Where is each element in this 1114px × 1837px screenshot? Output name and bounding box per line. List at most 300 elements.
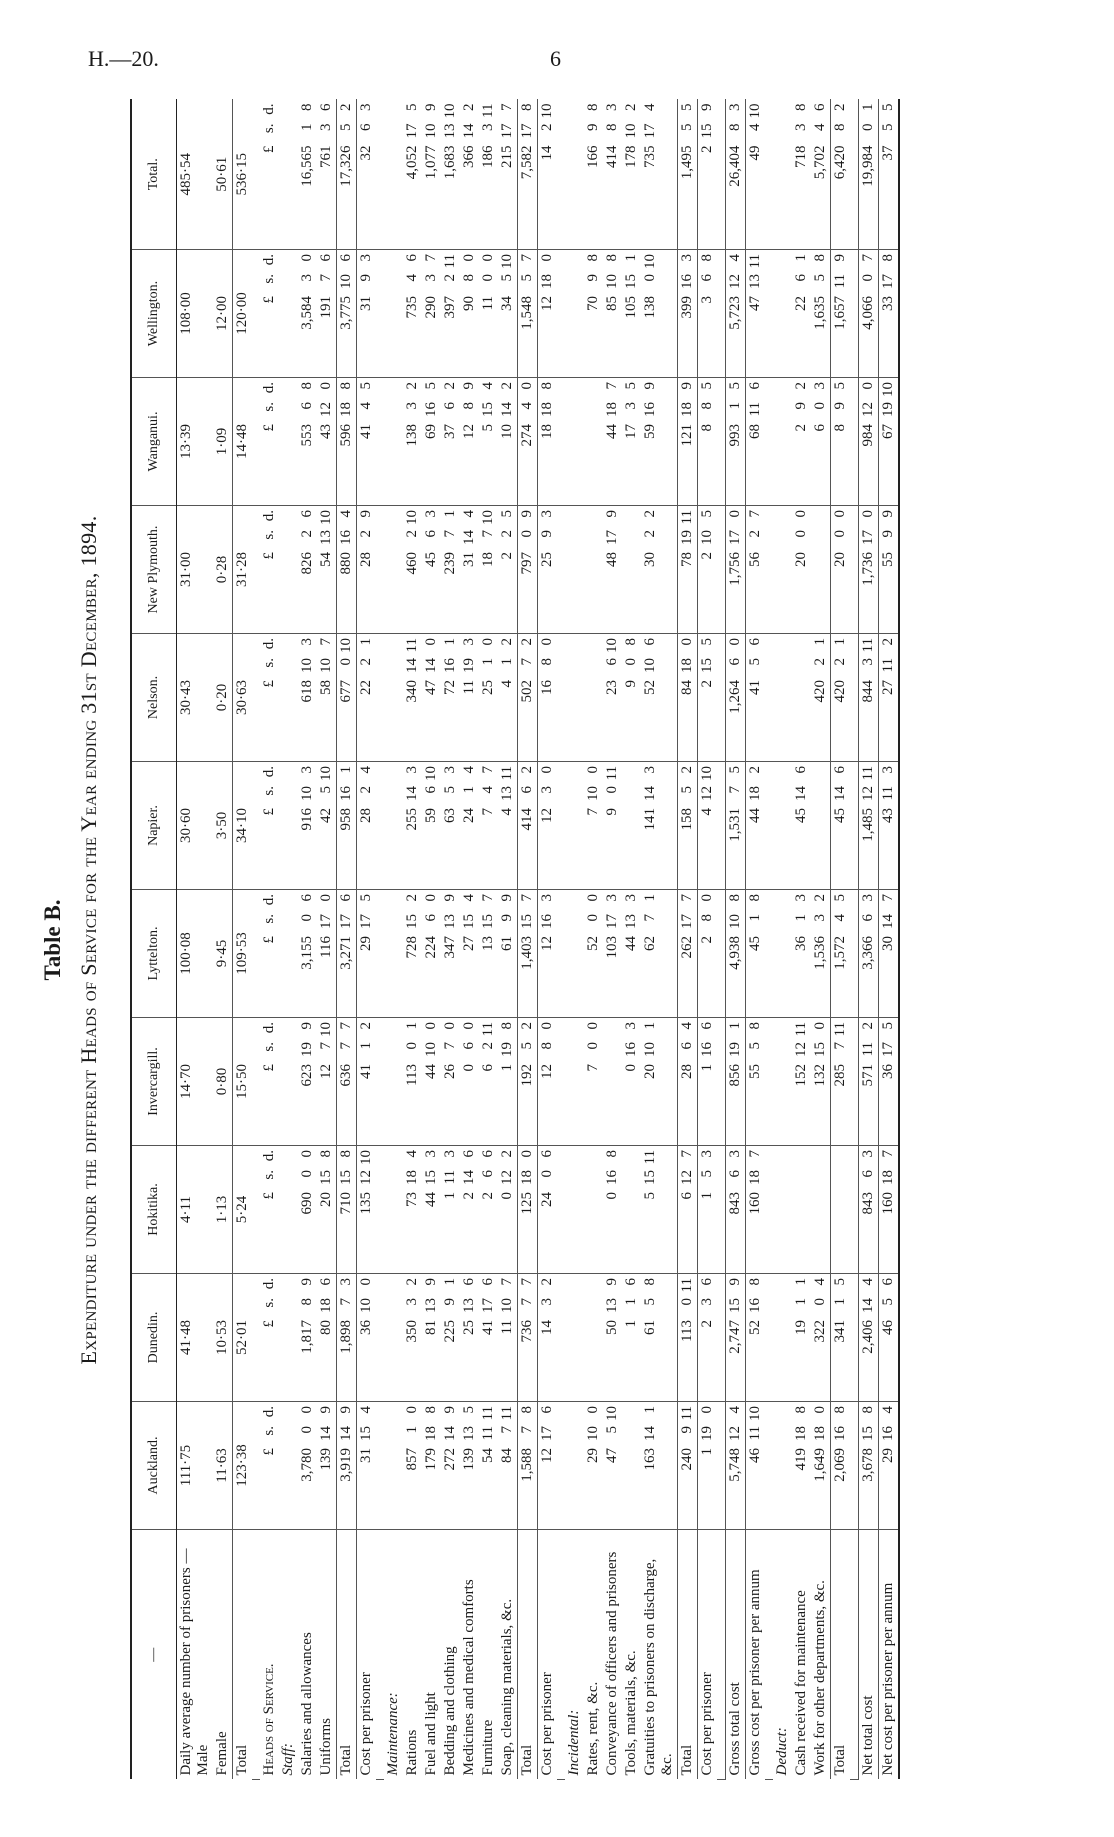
- row-label: Salaries and allowances: [299, 1632, 315, 1776]
- column-header-blank: —: [131, 1530, 177, 1780]
- cell-value: 4,06607: [859, 250, 879, 378]
- cell-value: 12176: [538, 1402, 558, 1530]
- cell-value: 3,58430: [298, 250, 317, 378]
- maintenance-item-row: [441, 100, 460, 1780]
- cell-value: 160187: [746, 1146, 766, 1274]
- cell-value: 29164: [879, 1402, 900, 1530]
- cell-value: 728152: [403, 890, 422, 1018]
- cell-value: 116170: [317, 890, 337, 1018]
- cell-value: 84711: [498, 1402, 518, 1530]
- cell-value: 747: [479, 762, 498, 890]
- cell-value: 4563: [422, 506, 441, 634]
- cell-value: [384, 1402, 403, 1530]
- prisoners-male-row: [177, 100, 214, 1780]
- cell-value: 139135: [460, 1402, 479, 1530]
- cell-value: 6211: [479, 1018, 498, 1146]
- cell-value: 2864: [678, 1018, 698, 1146]
- cell-value: 41462: [518, 762, 538, 890]
- cell-value: 1166: [698, 1018, 718, 1146]
- cell-value: 59169: [641, 378, 678, 506]
- deduct-total-row: [831, 100, 851, 1780]
- maintenance-item-row: [479, 100, 498, 1780]
- prisoners-total-row: [233, 100, 253, 1780]
- row-label: Work for other departments, &c.: [812, 1580, 828, 1776]
- row-label: Rations: [404, 1729, 420, 1776]
- cell-value: 368: [698, 250, 718, 378]
- maintenance-heading-row: [384, 100, 403, 1780]
- gross-total-row: [726, 100, 746, 1780]
- cell-value: 2261: [792, 250, 811, 378]
- cell-value: 2105: [698, 506, 718, 634]
- cell-value: 4656: [879, 1274, 900, 1402]
- cell-value: 1,58878: [518, 1402, 538, 1530]
- cell-value: 3,15506: [298, 890, 317, 1018]
- cell-value: 781911: [678, 506, 698, 634]
- cell-value: 19176: [317, 250, 337, 378]
- page-number: 6: [550, 46, 561, 71]
- cell-value: 6,42082: [831, 100, 851, 250]
- row-label: Total: [233, 1530, 253, 1780]
- cell-value: 19,98401: [859, 100, 879, 250]
- cell-value: 31·28: [233, 506, 253, 634]
- cell-value: 11301: [403, 1018, 422, 1146]
- cell-value: 160187: [879, 1146, 900, 1274]
- deduct-heading-row: [773, 100, 792, 1780]
- cell-value: 29100: [584, 1402, 603, 1530]
- column-header: Napier.: [131, 762, 177, 890]
- cell-value: 179188: [422, 1402, 441, 1530]
- cell-value: 26,40483: [726, 100, 746, 250]
- row-label: Medicines and medical comforts: [461, 1579, 477, 1776]
- net-per-prisoner-row: [879, 100, 900, 1780]
- staff-item-row: [298, 100, 317, 1780]
- cell-value: 885: [698, 378, 718, 506]
- cell-value: £s.d.: [260, 378, 279, 506]
- cell-value: [565, 250, 584, 378]
- cell-value: 13·39: [177, 378, 214, 506]
- cell-value: 412: [498, 634, 518, 762]
- cell-value: 18188: [538, 378, 558, 506]
- cell-value: 121189: [678, 378, 698, 506]
- cell-value: 1,81789: [298, 1274, 317, 1402]
- cell-value: 109·53: [233, 890, 253, 1018]
- staff-heading-row: [279, 100, 298, 1780]
- cell-value: 1,403157: [518, 890, 538, 1018]
- cell-value: 2155: [698, 634, 718, 762]
- column-header: Wanganui.: [131, 378, 177, 506]
- cell-value: [773, 634, 792, 762]
- cell-value: [384, 250, 403, 378]
- cell-value: 84363: [859, 1146, 879, 1274]
- cell-value: 52·01: [233, 1274, 253, 1402]
- row-label: Heads of Service.: [261, 1663, 277, 1776]
- rotated-table-page: [30, 100, 1030, 1780]
- column-header: Auckland.: [131, 1402, 177, 1530]
- cell-value: 536·15: [233, 100, 253, 250]
- cell-value: [773, 1018, 792, 1146]
- cell-value: £s.d.: [260, 634, 279, 762]
- cell-value: 84363: [726, 1146, 746, 1274]
- cell-value: 116: [622, 1274, 641, 1402]
- cell-value: 2,406144: [859, 1274, 879, 1402]
- cell-value: 4518: [746, 890, 766, 1018]
- cell-value: 916103: [298, 762, 317, 890]
- cell-value: [584, 506, 603, 634]
- cell-value: 52106: [641, 634, 678, 762]
- cell-value: 47510: [603, 1402, 622, 1530]
- cell-value: [279, 100, 298, 250]
- cell-value: 880164: [337, 506, 357, 634]
- cell-value: £s.d.: [260, 1274, 279, 1402]
- cell-value: 36175: [879, 1018, 900, 1146]
- cell-value: 5627: [746, 506, 766, 634]
- cell-value: 710158: [337, 1146, 357, 1274]
- cell-value: [622, 506, 641, 634]
- cell-value: 1911: [792, 1274, 811, 1402]
- cell-value: 2159: [698, 100, 718, 250]
- cell-value: 7100: [584, 762, 603, 890]
- cell-value: 72161: [441, 634, 460, 762]
- staff-item-row: [317, 100, 337, 1780]
- cell-value: 44100: [422, 1018, 441, 1146]
- cell-value: 5,723124: [726, 250, 746, 378]
- row-label: Maintenance:: [385, 1692, 401, 1776]
- gross-per-prisoner-row: [746, 100, 766, 1780]
- incidental-heading-row: [565, 100, 584, 1780]
- cell-value: [565, 634, 584, 762]
- cell-value: 1521211: [792, 1018, 811, 1146]
- cell-value: 27112: [879, 634, 900, 762]
- cell-value: [792, 634, 811, 762]
- cell-value: [384, 762, 403, 890]
- cell-value: [831, 1146, 851, 1274]
- cell-value: 16698: [584, 100, 603, 250]
- cell-value: 45146: [831, 762, 851, 890]
- cell-value: 42510: [317, 762, 337, 890]
- row-label: Cash received for maintenance: [793, 1590, 809, 1776]
- cell-value: 82626: [298, 506, 317, 634]
- cell-value: 700: [584, 1018, 603, 1146]
- cell-value: 10·53: [213, 1274, 233, 1402]
- cell-value: [279, 1402, 298, 1530]
- cell-value: 11193: [460, 634, 479, 762]
- cell-value: 43120: [317, 378, 337, 506]
- spacer-row: [557, 100, 565, 1780]
- row-label: Total: [337, 1530, 357, 1780]
- maintenance-total-row: [518, 100, 538, 1780]
- cell-value: 73677: [518, 1274, 538, 1402]
- spacer-row: [252, 100, 260, 1780]
- cell-value: 0·28: [213, 506, 233, 634]
- spacer-row: [765, 100, 773, 1780]
- cell-value: 0163: [622, 1018, 641, 1146]
- cell-value: 1680: [538, 634, 558, 762]
- cell-value: 141143: [641, 762, 678, 890]
- cell-value: [279, 1146, 298, 1274]
- cell-value: 34115: [831, 1274, 851, 1402]
- cell-value: 3263: [357, 100, 377, 250]
- cell-value: 30·63: [233, 634, 253, 762]
- cell-value: 45146: [792, 762, 811, 890]
- cell-value: [584, 634, 603, 762]
- cell-value: 1·13: [213, 1146, 233, 1274]
- row-label: Uniforms: [318, 1718, 334, 1776]
- cell-value: £s.d.: [260, 1146, 279, 1274]
- cell-value: [565, 506, 584, 634]
- cell-value: 1432: [538, 1274, 558, 1402]
- cell-value: 41176: [479, 1274, 498, 1402]
- cell-value: 12180: [538, 250, 558, 378]
- cell-value: 0·80: [213, 1018, 233, 1146]
- cell-value: 460210: [403, 506, 422, 634]
- cell-value: 76136: [317, 100, 337, 250]
- cell-value: 5,70246: [811, 100, 831, 250]
- cell-value: 81139: [422, 1274, 441, 1402]
- cell-value: 2593: [538, 506, 558, 634]
- cell-value: [584, 1274, 603, 1402]
- cell-value: [279, 250, 298, 378]
- cell-value: 49410: [746, 100, 766, 250]
- cell-value: [384, 1018, 403, 1146]
- cell-value: 14·48: [233, 378, 253, 506]
- cell-value: [384, 890, 403, 1018]
- cell-value: 16,56518: [298, 100, 317, 250]
- cell-value: 844311: [859, 634, 879, 762]
- cell-value: 113011: [678, 1274, 698, 1402]
- cell-value: 27154: [460, 890, 479, 1018]
- cell-value: 255143: [403, 762, 422, 890]
- cell-value: [773, 506, 792, 634]
- row-label: Net cost per prisoner per annum: [879, 1530, 900, 1780]
- cell-value: 419188: [792, 1402, 811, 1530]
- cell-value: 18710: [479, 506, 498, 634]
- cell-value: 908: [622, 634, 641, 762]
- cell-value: 20158: [317, 1146, 337, 1274]
- cell-value: 32204: [811, 1274, 831, 1402]
- row-label: Total: [831, 1530, 851, 1780]
- row-label: Furniture: [480, 1719, 496, 1776]
- cell-value: 623199: [298, 1018, 317, 1146]
- cell-value: 29175: [357, 890, 377, 1018]
- row-label: Rates, rent, &c.: [585, 1681, 601, 1776]
- cell-value: 541111: [479, 1402, 498, 1530]
- cell-value: 3613: [792, 890, 811, 1018]
- cell-value: 10142: [498, 378, 518, 506]
- cell-value: [811, 762, 831, 890]
- cell-value: 0·20: [213, 634, 233, 762]
- cell-value: 30147: [879, 890, 900, 1018]
- heads-of-service-row: [260, 100, 279, 1780]
- cell-value: 471311: [746, 250, 766, 378]
- cell-value: 12710: [317, 1018, 337, 1146]
- cell-value: 79709: [518, 506, 538, 634]
- column-header-row: [131, 100, 177, 1780]
- cell-value: 236: [698, 1274, 718, 1402]
- cell-value: 895: [831, 378, 851, 506]
- cell-value: 1100: [479, 250, 498, 378]
- cell-value: 120·00: [233, 250, 253, 378]
- expenditure-table: [130, 100, 900, 1781]
- cell-value: 6158: [641, 1274, 678, 1402]
- cell-value: 3755: [879, 100, 900, 250]
- cell-value: 138010: [641, 250, 678, 378]
- cell-value: 48179: [603, 506, 622, 634]
- deduct-item-row: [792, 100, 811, 1780]
- cell-value: [773, 762, 792, 890]
- incidental-item-row: [622, 100, 641, 1780]
- cell-value: [279, 506, 298, 634]
- cell-value: 397211: [441, 250, 460, 378]
- cell-value: 23971: [441, 506, 460, 634]
- cell-value: [384, 1274, 403, 1402]
- cell-value: 44153: [422, 1146, 441, 1274]
- cell-value: [773, 890, 792, 1018]
- cell-value: 31154: [357, 1402, 377, 1530]
- cell-value: 1,89873: [337, 1274, 357, 1402]
- cell-value: [279, 762, 298, 890]
- cell-value: [584, 378, 603, 506]
- cell-value: 2414: [460, 762, 479, 890]
- cell-value: [622, 1146, 641, 1274]
- cell-value: 103173: [603, 890, 622, 1018]
- cell-value: 42021: [811, 634, 831, 762]
- cell-value: 12163: [538, 890, 558, 1018]
- cell-value: 31144: [460, 506, 479, 634]
- cell-value: 1,756170: [726, 506, 746, 634]
- cell-value: 2146: [460, 1146, 479, 1274]
- cell-value: 1,736170: [859, 506, 879, 634]
- cell-value: 1,6831310: [441, 100, 460, 250]
- cell-value: [565, 890, 584, 1018]
- cell-value: 1735: [622, 378, 641, 506]
- cell-value: 735174: [641, 100, 678, 250]
- cell-value: [565, 1402, 584, 1530]
- row-label: Gross total cost: [726, 1530, 746, 1780]
- cell-value: 108·00: [177, 250, 214, 378]
- cell-value: [279, 634, 298, 762]
- table-title: Table B.: [40, 899, 65, 981]
- column-header: Invercargill.: [131, 1018, 177, 1146]
- cell-value: 285711: [831, 1018, 851, 1146]
- cell-value: 3762: [441, 378, 460, 506]
- cell-value: £s.d.: [260, 1402, 279, 1530]
- cell-value: 366142: [460, 100, 479, 250]
- cell-value: 2,747159: [726, 1274, 746, 1402]
- cell-value: 163141: [641, 1402, 678, 1530]
- cell-value: 55368: [298, 378, 317, 506]
- cell-value: 105151: [622, 250, 641, 378]
- cell-value: 1113: [441, 1146, 460, 1274]
- cell-value: 596188: [337, 378, 357, 506]
- cell-value: 4145: [357, 378, 377, 506]
- cell-value: 292: [792, 378, 811, 506]
- row-label: Daily average number of prisoners — Male: [178, 1548, 211, 1776]
- spacer-row: [850, 100, 859, 1780]
- row-label: Female: [214, 1731, 230, 1776]
- cell-value: 51511: [641, 1146, 678, 1274]
- cell-value: 2,069168: [831, 1402, 851, 1530]
- cell-value: [565, 1146, 584, 1274]
- cell-value: 33178: [879, 250, 900, 378]
- cell-value: 1,57245: [831, 890, 851, 1018]
- row-label: Tools, materials, &c.: [623, 1650, 639, 1776]
- column-header: Total.: [131, 100, 177, 250]
- cell-value: 4·11: [177, 1146, 214, 1274]
- row-label: Total: [678, 1530, 698, 1780]
- cell-value: 1289: [460, 378, 479, 506]
- cell-value: 139149: [317, 1402, 337, 1530]
- cell-value: 984120: [859, 378, 879, 506]
- incidental-item-row: [641, 100, 678, 1780]
- cell-value: 59610: [422, 762, 441, 890]
- cell-value: [603, 1018, 622, 1146]
- cell-value: 3,78000: [298, 1402, 317, 1530]
- row-label: Cost per prisoner: [357, 1530, 377, 1780]
- cell-value: 153: [698, 1146, 718, 1274]
- cell-value: 63677: [337, 1018, 357, 1146]
- row-label: Soap, cleaning materials, &c.: [499, 1598, 515, 1776]
- cell-value: 132150: [811, 1018, 831, 1146]
- cell-value: 1,49555: [678, 100, 698, 250]
- maintenance-item-row: [422, 100, 441, 1780]
- incidental-item-row: [603, 100, 622, 1780]
- cell-value: 36100: [357, 1274, 377, 1402]
- cell-value: 17,32652: [337, 100, 357, 250]
- cell-value: 41483: [603, 100, 622, 250]
- row-label: Fuel and light: [423, 1692, 439, 1776]
- cell-value: 42021: [831, 634, 851, 762]
- cell-value: 541310: [317, 506, 337, 634]
- cell-value: [279, 378, 298, 506]
- row-label: Cost per prisoner: [538, 1530, 558, 1780]
- cell-value: 1,63558: [811, 250, 831, 378]
- column-header: New Plymouth.: [131, 506, 177, 634]
- cell-value: 3·50: [213, 762, 233, 890]
- cell-value: 14·70: [177, 1018, 214, 1146]
- cell-value: 4,938108: [726, 890, 746, 1018]
- cell-value: [384, 506, 403, 634]
- cell-value: 3,36663: [859, 890, 879, 1018]
- cell-value: 99315: [726, 378, 746, 506]
- cell-value: 5154: [479, 378, 498, 506]
- staff-cost-per-prisoner-row: [357, 100, 377, 1780]
- cell-value: 22460: [422, 890, 441, 1018]
- cell-value: 225: [498, 506, 518, 634]
- cell-value: 1,26460: [726, 634, 746, 762]
- cell-value: 31·00: [177, 506, 214, 634]
- row-label: Bedding and clothing: [442, 1646, 458, 1776]
- cell-value: 0168: [603, 1146, 622, 1274]
- cell-value: [384, 378, 403, 506]
- cell-value: 3401411: [403, 634, 422, 762]
- cell-value: 34·10: [233, 762, 253, 890]
- cell-value: 19252: [518, 1018, 538, 1146]
- cell-value: 123·38: [233, 1402, 253, 1530]
- cell-value: £s.d.: [260, 890, 279, 1018]
- cell-value: 25136: [460, 1274, 479, 1402]
- incidental-total-row: [678, 100, 698, 1780]
- cell-value: 111·75: [177, 1402, 214, 1530]
- cell-value: 50·61: [213, 100, 233, 250]
- cell-value: 461110: [746, 1402, 766, 1530]
- cell-value: 6353: [441, 762, 460, 890]
- cell-value: [565, 1274, 584, 1402]
- cell-value: 9011: [603, 762, 622, 890]
- cell-value: 0122: [498, 1146, 518, 1274]
- cell-value: 50139: [603, 1274, 622, 1402]
- cell-value: 280: [698, 890, 718, 1018]
- row-label: Deduct:: [774, 1727, 790, 1776]
